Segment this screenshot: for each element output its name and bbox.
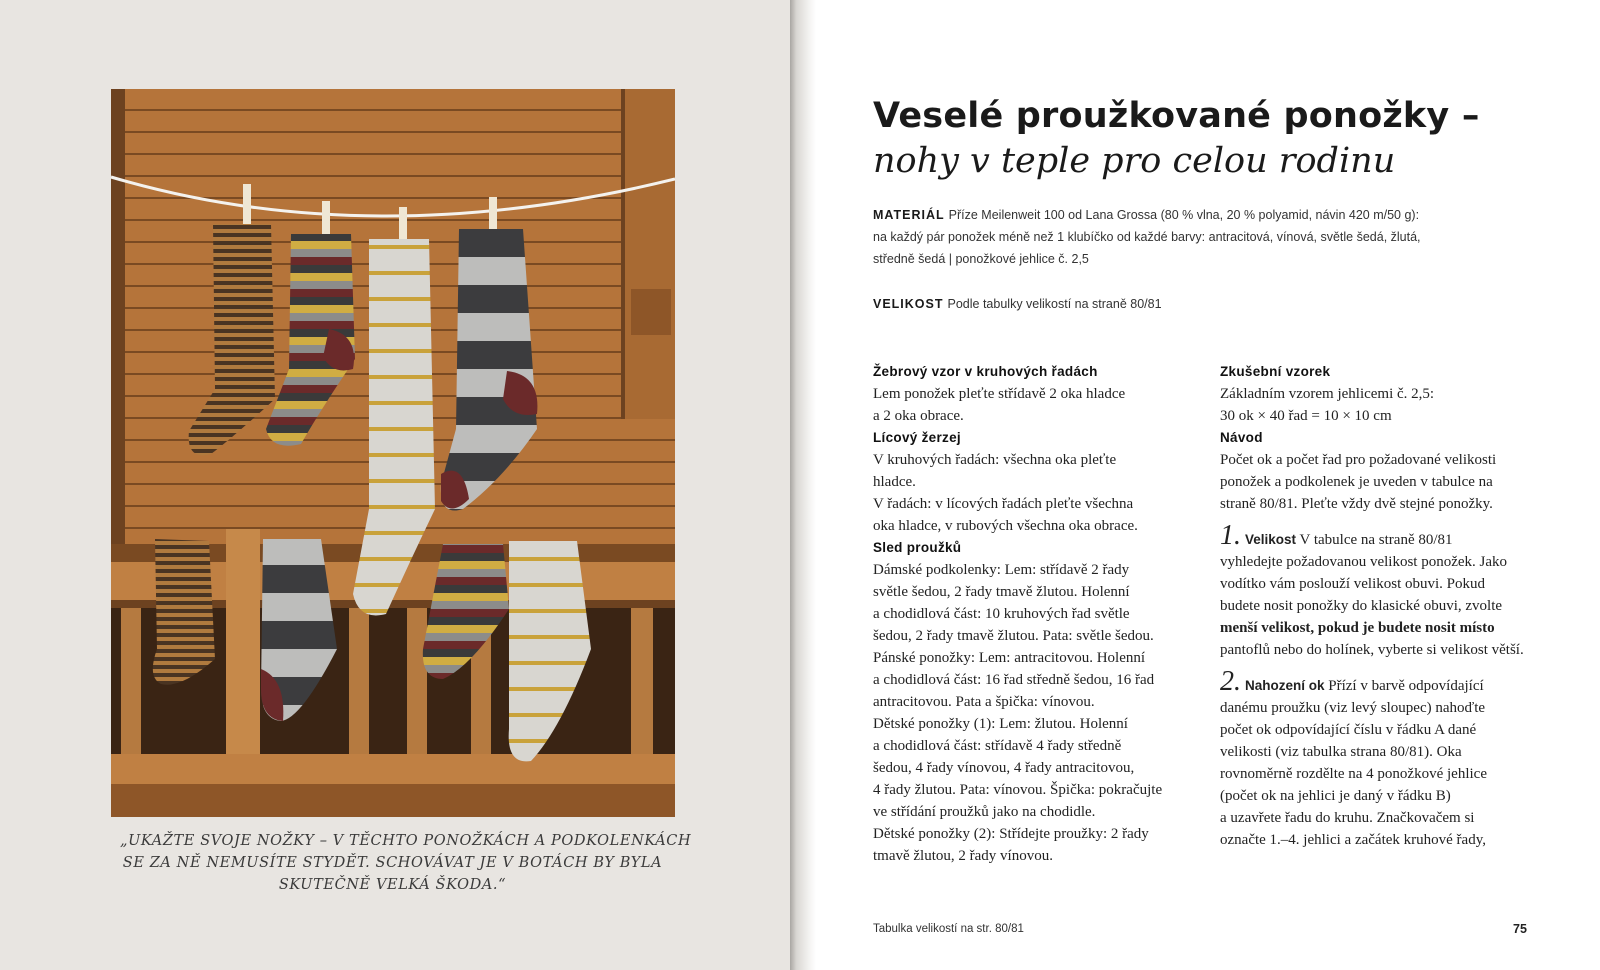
text-line: tmavě žlutou, 2 řady vínovou. <box>873 848 1053 864</box>
text-line: počet ok odpovídající číslu v řádku A dané <box>1220 722 1477 738</box>
size-block <box>873 293 1162 315</box>
text-line: antracitovou. Pata a špička: vínovou. <box>873 694 1095 710</box>
photo-caption <box>120 830 692 896</box>
book-gutter <box>790 0 816 970</box>
text-line: ponožek a podkolenek je uveden v tabulce na <box>1220 474 1493 490</box>
caption-line: SE ZA NĚ NEMUSÍTE STYDĚT. SCHOVÁVAT JE V BOTÁCH BY BYLA <box>122 855 663 871</box>
text-line: světle šedou, 2 řady tmavě žlutou. Holenní <box>873 584 1130 600</box>
material-line: na každý pár ponožek méně než 1 klubíčko od každé barvy: antracitová, vínová, světle šedá, žlutá, <box>873 230 1421 244</box>
material-line: Příze Meilenweit 100 od Lana Grossa (80 % vlna, 20 % polyamid, návin 420 m/50 g): <box>948 208 1420 222</box>
text-line: a chodidlová část: 10 kruhových řad světle <box>873 606 1130 622</box>
section-heading: Návod <box>1220 430 1263 445</box>
text-line: Dámské podkolenky: Lem: střídavě 2 řady <box>873 562 1130 578</box>
left-column <box>873 361 1193 867</box>
step-1 <box>1220 520 1550 661</box>
text-line: vodítko vám poslouží velikost obuvi. Pokud <box>1220 576 1485 592</box>
text-line: a uzavřete řadu do kruhu. Značkovačem si <box>1220 810 1475 826</box>
text-line: vyhledejte požadovanou velikost ponožek. Jako <box>1220 554 1508 570</box>
text-line: a chodidlová část: 16 řad středně šedou, 16 řad <box>873 672 1155 688</box>
text-line: a 2 oka obrace. <box>873 408 964 424</box>
text-line: Počet ok a počet řad pro požadované velikosti <box>1220 452 1497 468</box>
text-line: hladce. <box>873 474 916 490</box>
size-label: VELIKOST <box>873 297 944 311</box>
right-column <box>1220 361 1550 851</box>
text-line: ve střídání proužků jako na chodidle. <box>873 804 1096 820</box>
text-line: velikosti (viz tabulka strana 80/81). Oka <box>1220 744 1462 760</box>
text-line: a chodidlová část: střídavě 4 řady středně <box>873 738 1122 754</box>
text-line: Lem ponožek pleťte střídavě 2 oka hladce <box>873 386 1126 402</box>
step-2 <box>1220 666 1550 851</box>
text-line: Základním vzorem jehlicemi č. 2,5: <box>1220 386 1435 402</box>
text-line: Dětské ponožky (1): Lem: žlutou. Holenní <box>873 716 1128 732</box>
text-line: šedou, 4 řady vínovou, 4 řady antracitovou, <box>873 760 1135 776</box>
caption-line: SKUTEČNĚ VELKÁ ŠKODA.“ <box>278 877 507 893</box>
text-line: danému proužku (viz levý sloupec) nahoďte <box>1220 700 1486 716</box>
text-line: rovnoměrně rozdělte na 4 ponožkové jehlice <box>1220 766 1487 782</box>
socks-photo <box>111 89 675 817</box>
section-heading: Lícový žerzej <box>873 430 961 445</box>
text-line: V tabulce na straně 80/81 <box>1299 532 1453 548</box>
step-number: 1. <box>1220 520 1241 551</box>
page-subtitle: nohy v teple pro celou rodinu <box>873 141 1396 181</box>
step-number: 2. <box>1220 666 1241 697</box>
step-label: Nahození ok <box>1245 678 1325 693</box>
size-text: Podle tabulky velikostí na straně 80/81 <box>947 297 1162 311</box>
text-line: V kruhových řadách: všechna oka pleťte <box>873 452 1117 468</box>
text-line: budete nosit ponožky do klasické obuvi, zvolte <box>1220 598 1503 614</box>
page-title: Veselé proužkované ponožky – <box>873 96 1480 136</box>
text-line: označte 1.–4. jehlici a začátek kruhové řady, <box>1220 832 1486 848</box>
material-block <box>873 204 1421 270</box>
text-line: Dětské ponožky (2): Střídejte proužky: 2 řady <box>873 826 1149 842</box>
text-line-bold: menší velikost, pokud je budete nosit místo <box>1220 620 1495 636</box>
section-heading: Zkušební vzorek <box>1220 364 1331 379</box>
text-line: 4 řady žlutou. Pata: vínovou. Špička: pokračujte <box>873 782 1163 798</box>
text-line: pantoflů nebo do holínek, vyberte si velikost větší. <box>1220 642 1524 658</box>
footer-note: Tabulka velikostí na str. 80/81 <box>873 923 1024 935</box>
caption-line: „UKAŽTE SVOJE NOŽKY – V TĚCHTO PONOŽKÁCH A PODKOLENKÁCH <box>120 833 692 849</box>
section-heading: Žebrový vzor v kruhových řadách <box>873 364 1098 379</box>
section-heading: Sled proužků <box>873 540 962 555</box>
text-line: V řadách: v lícových řadách pleťte všechna <box>873 496 1134 512</box>
text-line: oka hladce, v rubových všechna oka obrace. <box>873 518 1138 534</box>
page-number: 75 <box>1513 922 1527 936</box>
text-line: Přízí v barvě odpovídající <box>1328 678 1484 694</box>
text-line: 30 ok × 40 řad = 10 × 10 cm <box>1220 408 1392 424</box>
material-label: MATERIÁL <box>873 208 945 222</box>
material-line: středně šedá | ponožkové jehlice č. 2,5 <box>873 252 1089 266</box>
text-line: šedou, 2 řady tmavě žlutou. Pata: světle šedou. <box>873 628 1154 644</box>
text-line: (počet ok na jehlici je daný v řádku B) <box>1220 788 1451 804</box>
step-label: Velikost <box>1245 532 1297 547</box>
text-line: Pánské ponožky: Lem: antracitovou. Holenní <box>873 650 1146 666</box>
text-line: straně 80/81. Pleťte vždy dvě stejné ponožky. <box>1220 496 1493 512</box>
